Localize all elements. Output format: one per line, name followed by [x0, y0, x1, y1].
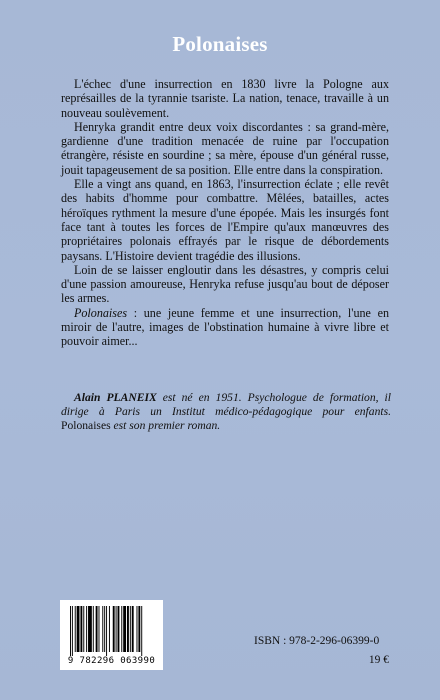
barcode-bar [83, 606, 84, 652]
barcode-bar [88, 606, 92, 652]
blurb-paragraph-5 [61, 306, 389, 349]
book-title: Polonaises [172, 32, 268, 56]
blurb-book-title: Polonaises [74, 305, 128, 320]
barcode-bar [75, 606, 76, 652]
barcode-bar [116, 606, 117, 652]
barcode-bar [77, 606, 80, 652]
barcode-bar [137, 606, 138, 652]
barcode-bar [127, 606, 129, 652]
barcode-bar [123, 606, 126, 652]
barcode-bars [70, 606, 153, 656]
barcode-bar [121, 606, 122, 652]
barcode-bar [96, 606, 98, 652]
blurb-text [61, 77, 389, 349]
barcode-bar [104, 606, 105, 652]
author-bio-text-1: est né en 1951. Psychologue de formation, il dirige à Paris un Institut médico-pédagogique pour enfants. [61, 391, 391, 418]
barcode [60, 600, 163, 670]
blurb-paragraph-2: Henryka grandit entre deux voix discordantes : sa grand-mère, gardienne d'une tradition menacée de ruine par l'occupation étrangère, résiste en sourdine ; sa mère, épouse d'un général russe, jouit tapageusement de sa position. Elle entre dans la conspiration. [61, 119, 389, 177]
blurb-paragraph-5-text: : une jeune femme et une insurrection, l'une en miroir de l'autre, images de l'obstination humaine à vivre libre et pouvoir aimer... [61, 305, 389, 349]
barcode-bar [86, 606, 87, 652]
barcode-bar [132, 606, 134, 652]
barcode-bar [138, 606, 140, 652]
barcode-digits: 9 782296 063990 [67, 656, 156, 666]
author-bio [61, 391, 391, 433]
blurb-paragraph-3: Elle a vingt ans quand, en 1863, l'insurrection éclate ; elle revêt des habits d'homme pour combattre. Mêlées, batailles, actes héroïques rythment la mesure d'une épopée. Mais les insurgés font face tant à toutes les forces de l'Empire qu'aux manœuvres des propriétaires polonais effrayés par le risque de débordements paysans. L'Histoire devient tragédie des illusions. [61, 177, 389, 263]
blurb-paragraph-4: Loin de se laisser engloutir dans les désastres, y compris celui d'une passion amoureuse, Henryka refuse jusqu'au bout de déposer les armes. [61, 262, 389, 306]
barcode-bar [113, 606, 115, 652]
barcode-bar [109, 606, 110, 652]
barcode-bar [80, 606, 82, 652]
author-name: Alain PLANEIX [74, 391, 157, 404]
isbn-number: ISBN : 978-2-296-06399-0 [254, 635, 380, 647]
barcode-bar [118, 606, 120, 652]
barcode-bar [141, 606, 142, 656]
barcode-bar [93, 606, 94, 652]
barcode-bar [72, 606, 73, 656]
barcode-bar [102, 606, 103, 652]
price: 19 € [368, 654, 389, 666]
bio-book-title: Polonaises [61, 419, 111, 432]
barcode-bar [106, 606, 107, 656]
author-bio-text-2: est son premier roman. [110, 419, 221, 432]
barcode-bar [99, 606, 100, 652]
barcode-bar [70, 606, 71, 656]
blurb-paragraph-1: L'échec d'une insurrection en 1830 livre la Pologne aux représailles de la tyrannie tsariste. La nation, tenace, travaille à un nouveau soulèvement. [61, 77, 389, 120]
barcode-bar [130, 606, 131, 652]
